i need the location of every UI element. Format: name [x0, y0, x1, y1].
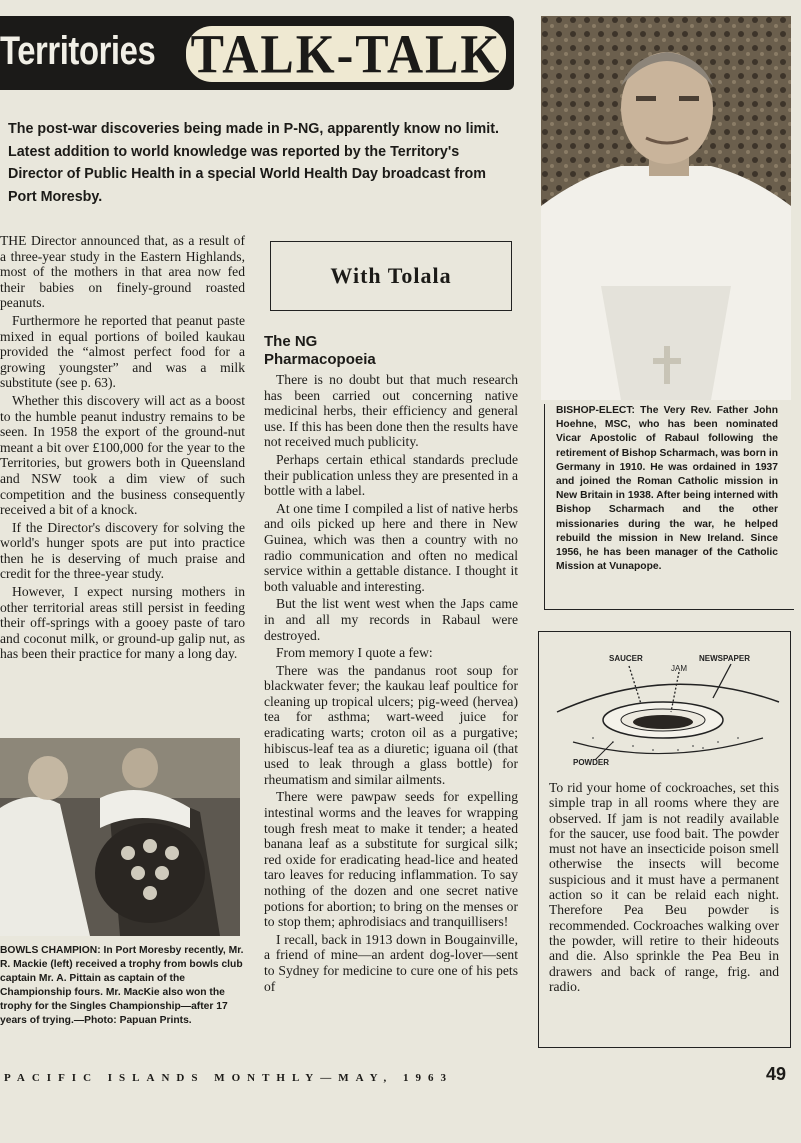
bishop-photo [541, 16, 791, 400]
col2-paragraph: I recall, back in 1913 down in Bougainville, a friend of mine—an ardent dog-lover—sent to Sydney for medicine to cure one of his pets of [264, 931, 518, 994]
bishop-caption: BISHOP-ELECT: The Very Rev. Father John Hoehne, MSC, who has been nominated Vicar Apostolic of Rabaul following the retirement of Bishop Scharmach, was born in Germany in 1910. He was ordained in 1937 and joined the Roman Catholic mission in New Britain in 1938. After being interned with Bishop Scharmach and the other missionaries during the war, he helped rebuild the mission in New Ireland. Since 1956, he has been manager of the Catholic Mission at Vunapope. [556, 405, 779, 573]
col2-paragraph: From memory I quote a few: [276, 645, 433, 661]
intro-paragraph: The post-war discoveries being made in P-NG, apparently know no limit. Latest addition to world knowledge was reported by the Territory's Director of Public Health in a special World Health Day broadcast from Port Moresby. [8, 121, 499, 205]
section-heading [264, 333, 376, 369]
col2-paragraph: But the list went west when the Japs came in and all my records in Rabaul were destroyed. [264, 596, 518, 643]
col2-paragraph: There is no doubt but that much research has been carried out concerning native medicinal herbs, their efficiency and general use. If this has been done then the results have not received much publicity. [264, 372, 518, 450]
caption-rule [544, 609, 794, 610]
label-powder: POWDER [573, 758, 609, 767]
article-column-2 [264, 372, 518, 996]
byline-text: With Tolala [330, 263, 452, 288]
bowls-caption [0, 944, 244, 1028]
col1-paragraph: However, I expect nursing mothers in other territorial areas still persist in feeding their off-springs with a gooey paste of taro and coconut milk, or ground-up galip nut, as has been their practice for many a long day. [0, 584, 245, 662]
bowls-photo [0, 738, 240, 936]
banner-talk-talk-panel [186, 23, 506, 85]
caption-rule [544, 404, 545, 610]
label-newspaper: NEWSPAPER [699, 654, 750, 663]
col1-paragraph: THE Director announced that, as a result of a three-year study in the Eastern Highlands, most of the mothers in that area now fed their babies on finely-ground roasted peanuts. [0, 233, 245, 311]
section-heading-line2: Pharmacopoeia [264, 351, 376, 368]
bowls-caption-head: BOWLS CHAMPION: [0, 945, 101, 956]
label-jam: JAM [671, 664, 687, 673]
banner-talk-talk-text: TALK-TALK [190, 23, 502, 85]
col2-paragraph: At one time I compiled a list of native herbs and oils picked up here and there in New Guinea, which was then a country with no radio communication and often no medical service within a gettable distance. I thought it both valuable and interesting. [264, 500, 518, 594]
cockroach-tip-box [538, 631, 791, 1048]
page-number: 49 [766, 1064, 787, 1084]
col1-paragraph: Whether this discovery will act as a boost to the humble peanut industry remains to be seen. In 1958 the export of the ground-nut meant a bit over £100,000 for the year to the Territories, but growers both in Queensland and NSW took a dim view of such competition and the business consequently received a bit of a knock. [0, 392, 245, 518]
cockroach-tip-text: To rid your home of cockroaches, set this simple trap in all rooms where they are observed. If jam is not readily available for the saucer, use food bait. The powder must not have an insecticide poison smell otherwise the insects will become suspicious and it must have a permanent action so it can be relaid each night. Therefore Pea Beu powder is recommended. Cockroaches walking over the powder, will retire to their hideouts and die. Also sprinkle the Pea Beu in drawers and back of range, frig. and radio. [549, 780, 779, 994]
section-heading-line1: The NG [264, 333, 318, 350]
col1-paragraph: Furthermore he reported that peanut paste mixed in equal portions of boiled kaukau provided the “almost perfect food for a growing youngster” and was a milk substitute (see p. 63). [0, 312, 245, 391]
page-footer: PACIFIC ISLANDS MONTHLY—MAY, 1963 [4, 1072, 453, 1084]
cockroach-trap-diagram [553, 642, 783, 774]
col1-paragraph: If the Director's discovery for solving the world's hunger spots are put into practice then he is deserving of much praise and credit for the three-year study. [0, 519, 245, 582]
col2-paragraph: There were pawpaw seeds for expelling intestinal worms and the leaves for wrapping tough fresh meat to make it tender; a heated banana leaf as a substitute for surgical silk; red oxide for eradicating head-lice and heated taro leaves for reducing inflammation. To say nothing of the dozen and one secret native potions for abortion; to bring on the menses or to stop them; aphrodisiacs and tranquillisers! [264, 789, 518, 930]
article-column-1 [0, 233, 245, 664]
bowls-caption-body: In Port Moresby recently, Mr. R. Mackie (left) received a trophy from bowls club captain Mr. A. Pittain as captain of the Championship fours. Mr. MacKie also won the trophy for the Singles Championship—after 17 years of trying.—Photo: Papuan Prints. [0, 945, 244, 1026]
banner-territories-text: Territories [0, 29, 156, 73]
bowls-trophy-image [0, 738, 240, 936]
col2-paragraph: There was the pandanus root soup for blackwater fever; the kaukau leaf poultice for cleaning up tropical ulcers; pig-weed (hervea) tea for asthma; wart-weed juice for eradicating warts; croton oil as a purgative; hibiscus-leaf tea as a diuretic; iguana oil (that used to leak through a glass bottle) for rheumatism and similar ailments. [264, 662, 518, 787]
byline-box [270, 241, 512, 311]
title-banner [0, 16, 514, 90]
bishop-portrait-image [541, 16, 791, 400]
label-saucer: SAUCER [609, 654, 643, 663]
col2-paragraph: Perhaps certain ethical standards preclude their publication unless they are presented in a bottle with a label. [264, 451, 518, 499]
